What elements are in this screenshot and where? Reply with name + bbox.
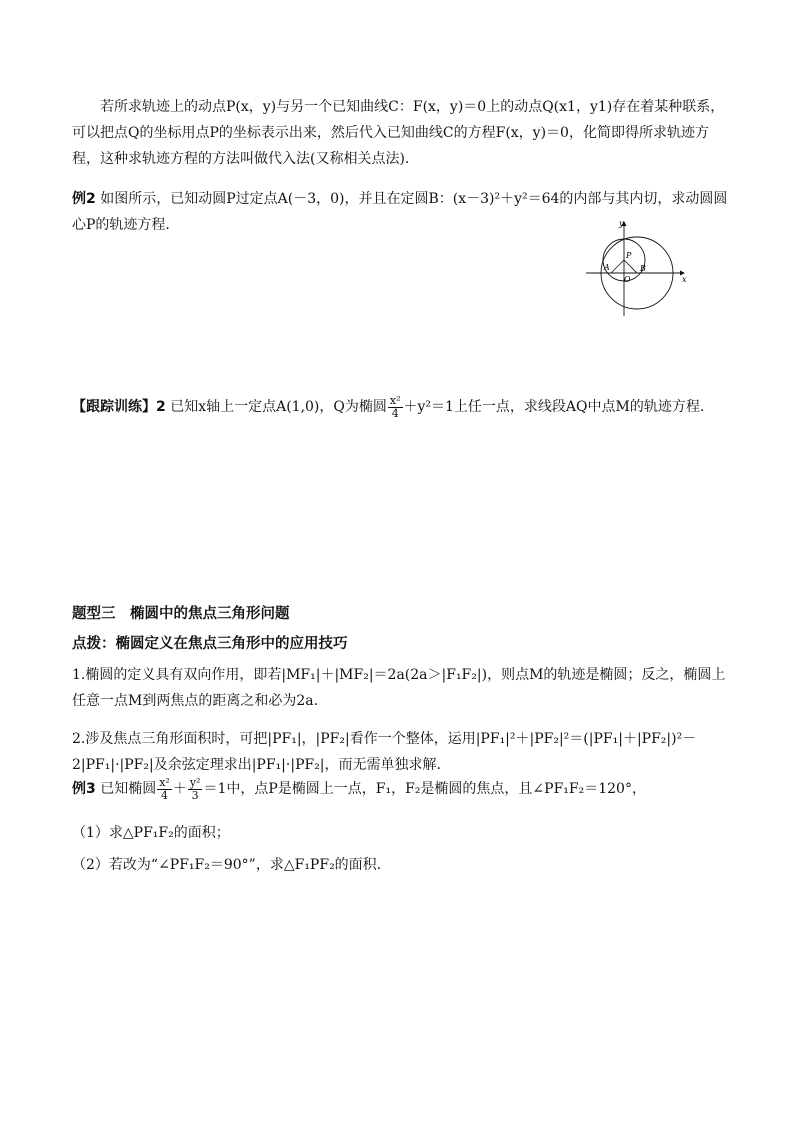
circle-figure bbox=[586, 218, 690, 318]
example-3-question-1: （1）求△PF₁F₂的面积； bbox=[72, 825, 230, 841]
label-b: B bbox=[640, 264, 646, 273]
training-2-text-after: ＋y²＝1上任一点，求线段AQ中点M的轨迹方程. bbox=[403, 399, 705, 415]
label-a: A bbox=[604, 263, 610, 272]
example-2-text: 如图所示，已知动圆P过定点A(－3，0)，并且在定圆B：(x－3)²＋y²＝64的内部与其内切，求动圆圆心P的轨迹方程. bbox=[72, 191, 728, 233]
intro-paragraph: 若所求轨迹上的动点P(x，y)与另一个已知曲线C：F(x，y)＝0上的动点Q(x1，y1)存在着某种联系，可以把点Q的坐标用点P的坐标表示出来，然后代入已知曲线C的方程F(x，y)＝0，化简即得所求轨迹方程，这种求轨迹方程的方法叫做代入法(又称相关点法). bbox=[72, 99, 725, 167]
plus-sign: ＋ bbox=[172, 781, 187, 797]
segment-pb bbox=[624, 260, 637, 273]
tips-title: 点拨：椭圆定义在焦点三角形中的应用技巧 bbox=[72, 636, 348, 652]
label-x: x bbox=[682, 275, 687, 284]
ellipse-x-fraction bbox=[157, 777, 172, 802]
section-3-title: 题型三 椭圆中的焦点三角形问题 bbox=[72, 606, 290, 622]
fraction-denominator: 4 bbox=[161, 788, 169, 802]
training-2 bbox=[72, 394, 732, 420]
fraction-numerator: x² bbox=[389, 393, 401, 407]
training-2-text-before: 已知x轴上一定点A(1,0)，Q为椭圆 bbox=[170, 399, 387, 415]
example-3-text-after: ＝1中，点P是椭圆上一点，F₁，F₂是椭圆的焦点，且∠PF₁F₂＝120°， bbox=[203, 781, 646, 797]
fraction-numerator: x² bbox=[159, 775, 170, 789]
example-2-label: 例2 bbox=[72, 191, 96, 207]
example-3-label: 例3 bbox=[72, 781, 96, 797]
fraction-numerator: y² bbox=[189, 775, 201, 789]
example-3-text-before: 已知椭圆 bbox=[100, 781, 157, 797]
tip-item-2: 2.涉及焦点三角形面积时，可把|PF₁|，|PF₂|看作一个整体，运用|PF₁|²＋|PF₂|²＝(|PF₁|＋|PF₂|)²－2|PF₁|·|PF₂|及余弦定理求出|PF₁|·|PF₂|，而无需单独求解. bbox=[72, 731, 697, 773]
example-3 bbox=[72, 776, 732, 802]
label-p: P bbox=[626, 251, 632, 260]
fraction-denominator: 3 bbox=[191, 788, 199, 802]
label-o: O bbox=[624, 275, 631, 284]
label-y: y bbox=[619, 219, 624, 228]
ellipse-x-fraction bbox=[388, 395, 403, 420]
ellipse-y-fraction bbox=[188, 777, 203, 802]
training-2-label: 【跟踪训练】2 bbox=[72, 399, 166, 415]
example-3-question-2: （2）若改为“∠PF₁F₂＝90°”，求△F₁PF₂的面积. bbox=[72, 857, 382, 873]
fraction-denominator: 4 bbox=[391, 406, 399, 420]
tip-item-1: 1.椭圆的定义具有双向作用，即若|MF₁|＋|MF₂|＝2a(2a＞|F₁F₂|)，则点M的轨迹是椭圆；反之，椭圆上任意一点M到两焦点的距离之和必为2a. bbox=[72, 667, 726, 709]
segment-ap bbox=[611, 260, 624, 273]
